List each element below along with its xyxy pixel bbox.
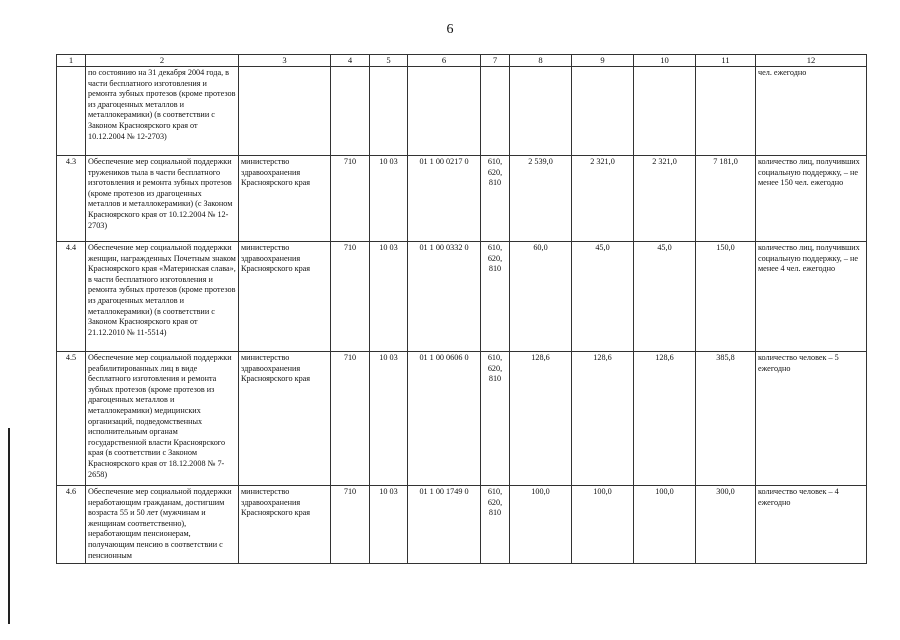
amount-cell: 45,0 <box>634 242 696 352</box>
page-number: 6 <box>446 22 454 37</box>
amount-cell <box>634 67 696 156</box>
measure-description: Обеспечение мер социальной поддержки женщин, награжденных Почетным знаком Красноярского края «Материнская слава», в части бесплатного изготовления и ремонта зубных протезов (кроме протезов из драгоценных металлов и металлокерамики) (в соответствии с Законом Красноярского края от 21.12.2010 № 11-5514) <box>86 242 239 352</box>
measure-description: Обеспечение мер социальной поддержки тружеников тыла в части бесплатного изготовления и ремонта зубных протезов (кроме протезов из драгоценных металлов и металлокерамики) (с Законом Красноярского края от 10.12.2004 № 12-2703) <box>86 156 239 242</box>
header-cell: 8 <box>510 55 572 67</box>
amount-cell: 100,0 <box>510 486 572 564</box>
amount-cell: 128,6 <box>634 352 696 486</box>
code-cell: 01 1 00 1749 0 <box>408 486 481 564</box>
code-cell: 10 03 <box>370 242 408 352</box>
agency: министерство здравоохранения Красноярского края <box>239 486 331 564</box>
code-cell <box>370 67 408 156</box>
amount-cell: 128,6 <box>572 352 634 486</box>
header-row <box>57 55 867 67</box>
code-cell: 710 <box>331 352 370 486</box>
code-cell: 610, 620, 810 <box>481 352 510 486</box>
header-cell: 12 <box>756 55 867 67</box>
header-cell: 10 <box>634 55 696 67</box>
expected-result: количество человек – 5 ежегодно <box>756 352 867 486</box>
header-cell: 6 <box>408 55 481 67</box>
row-number: 4.5 <box>57 352 86 486</box>
header-cell: 5 <box>370 55 408 67</box>
agency: министерство здравоохранения Красноярского края <box>239 156 331 242</box>
agency: министерство здравоохранения Красноярского края <box>239 352 331 486</box>
amount-cell: 60,0 <box>510 242 572 352</box>
budget-table <box>56 54 867 564</box>
expected-result: количество лиц, получивших социальную поддержку, – не менее 4 чел. ежегодно <box>756 242 867 352</box>
measure-description: по состоянию на 31 декабря 2004 года, в части бесплатного изготовления и ремонта зубных протезов (кроме протезов из драгоценных металлов и металлокерамики) (в соответствии с Законом Красноярского края от 10.12.2004 № 12-2703) <box>86 67 239 156</box>
code-cell: 10 03 <box>370 486 408 564</box>
amount-cell: 2 539,0 <box>510 156 572 242</box>
row-number: 4.6 <box>57 486 86 564</box>
expected-result: чел. ежегодно <box>756 67 867 156</box>
code-cell: 610, 620, 810 <box>481 486 510 564</box>
header-cell: 2 <box>86 55 239 67</box>
table-row <box>57 242 867 352</box>
header-cell: 7 <box>481 55 510 67</box>
code-cell: 10 03 <box>370 352 408 486</box>
agency: министерство здравоохранения Красноярского края <box>239 242 331 352</box>
row-number <box>57 67 86 156</box>
code-cell: 710 <box>331 156 370 242</box>
amount-cell <box>696 67 756 156</box>
row-number: 4.4 <box>57 242 86 352</box>
row-number: 4.3 <box>57 156 86 242</box>
amount-cell: 2 321,0 <box>634 156 696 242</box>
code-cell: 01 1 00 0606 0 <box>408 352 481 486</box>
binding-margin-line <box>8 428 10 624</box>
code-cell: 10 03 <box>370 156 408 242</box>
amount-cell: 150,0 <box>696 242 756 352</box>
header-cell: 11 <box>696 55 756 67</box>
code-cell: 01 1 00 0332 0 <box>408 242 481 352</box>
code-cell <box>331 67 370 156</box>
amount-cell: 2 321,0 <box>572 156 634 242</box>
agency <box>239 67 331 156</box>
table-row <box>57 352 867 486</box>
amount-cell: 300,0 <box>696 486 756 564</box>
header-cell: 1 <box>57 55 86 67</box>
measure-description: Обеспечение мер социальной поддержки неработающим гражданам, достигшим возраста 55 и 50 лет (мужчинам и женщинам соответственно), неработающим пенсионерам, получающим пенсию в соответствии с пенсионным <box>86 486 239 564</box>
amount-cell: 100,0 <box>634 486 696 564</box>
table-row <box>57 486 867 564</box>
code-cell <box>408 67 481 156</box>
amount-cell <box>572 67 634 156</box>
amount-cell: 100,0 <box>572 486 634 564</box>
code-cell: 610, 620, 810 <box>481 242 510 352</box>
table-row <box>57 67 867 156</box>
header-cell: 4 <box>331 55 370 67</box>
header-cell: 3 <box>239 55 331 67</box>
code-cell: 710 <box>331 486 370 564</box>
amount-cell: 385,8 <box>696 352 756 486</box>
expected-result: количество человек – 4 ежегодно <box>756 486 867 564</box>
expected-result: количество лиц, получивших социальную поддержку, – не менее 150 чел. ежегодно <box>756 156 867 242</box>
table-row <box>57 156 867 242</box>
header-cell: 9 <box>572 55 634 67</box>
amount-cell: 128,6 <box>510 352 572 486</box>
amount-cell <box>510 67 572 156</box>
amount-cell: 7 181,0 <box>696 156 756 242</box>
measure-description: Обеспечение мер социальной поддержки реабилитированных лиц в виде бесплатного изготовления и ремонта зубных протезов (кроме протезов из драгоценных металлов и металлокерамики) медицинских организаций, подведомственных исполнительным органам государственной власти Красноярского края (в соответствии с Законом Красноярского края от 18.12.2008 № 7-2658) <box>86 352 239 486</box>
code-cell: 01 1 00 0217 0 <box>408 156 481 242</box>
code-cell: 610, 620, 810 <box>481 156 510 242</box>
amount-cell: 45,0 <box>572 242 634 352</box>
code-cell <box>481 67 510 156</box>
code-cell: 710 <box>331 242 370 352</box>
